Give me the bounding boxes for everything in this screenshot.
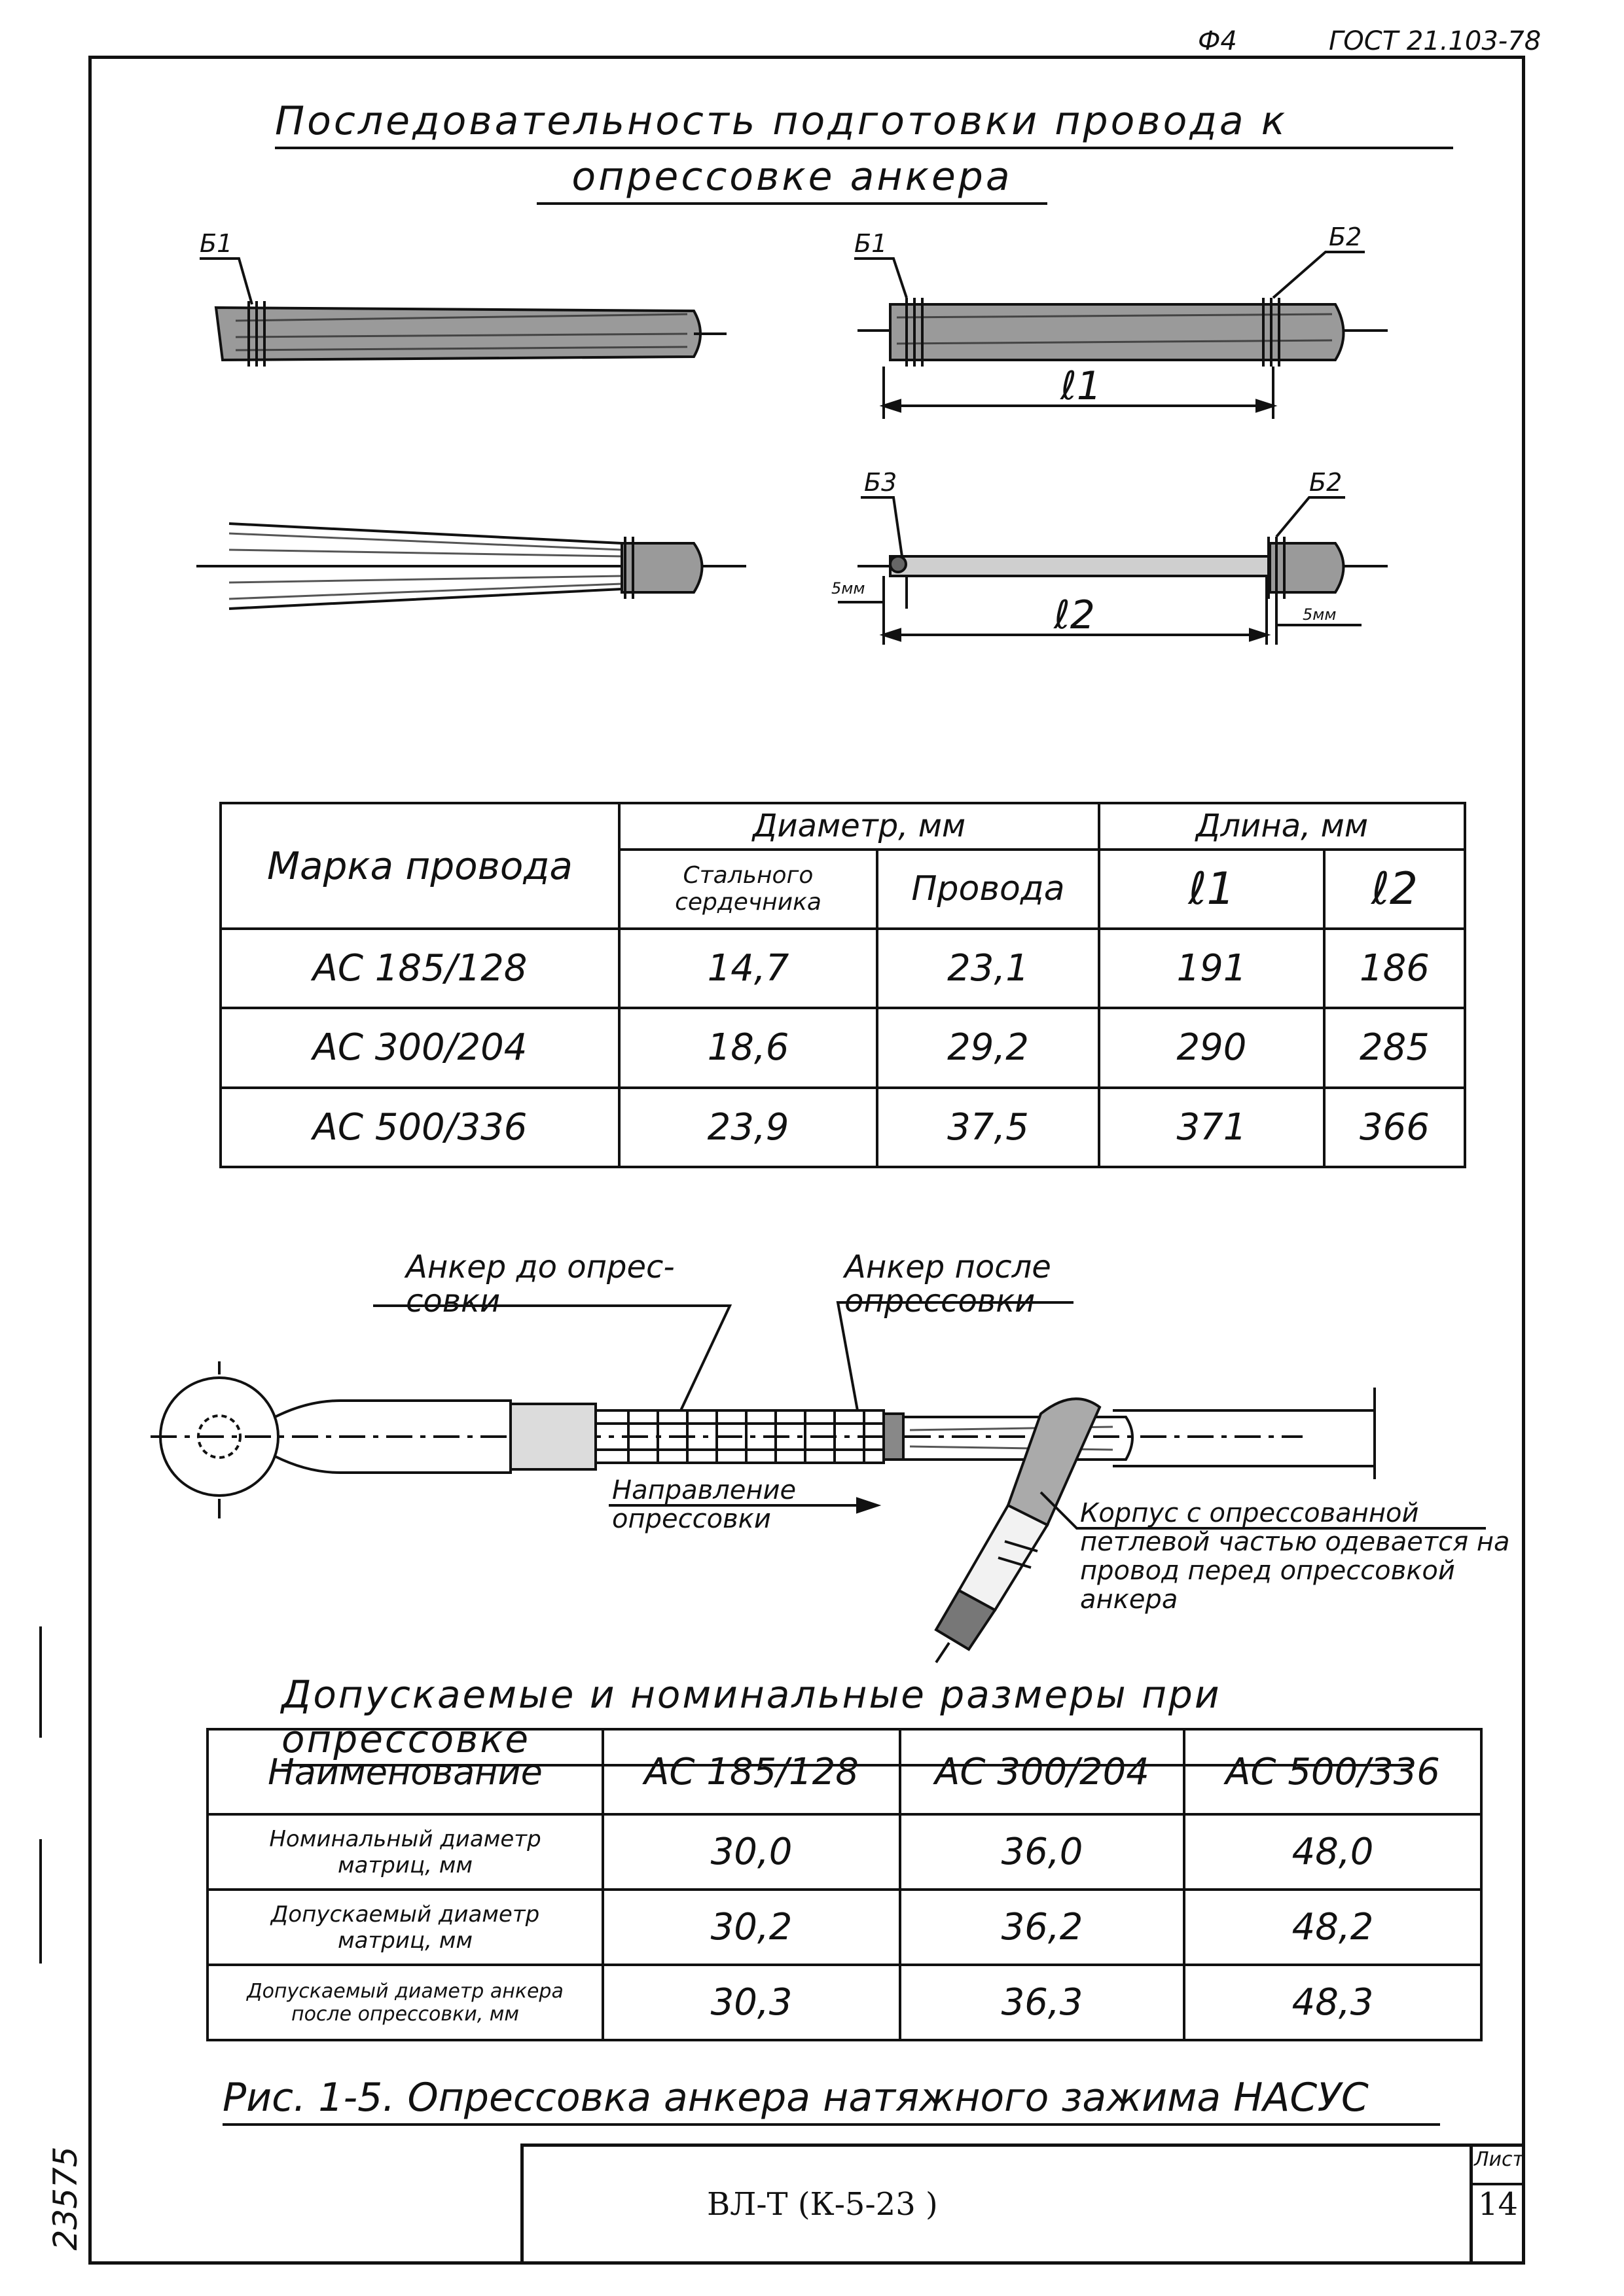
title-line-1: Последовательность подготовки провода к	[275, 98, 1453, 149]
col-diameter: Диаметр, мм	[619, 803, 1099, 850]
table-row	[208, 1890, 1481, 1965]
col-length: Длина, мм	[1099, 803, 1465, 850]
cell-ac500: 48,0	[1184, 1814, 1481, 1890]
cell-ac300: 36,3	[900, 1965, 1184, 2040]
label-b2-stage4: Б2	[1309, 468, 1343, 497]
title-block	[520, 2144, 1525, 2265]
sheet-code: Ф4	[1198, 26, 1237, 56]
sub-l2: ℓ2	[1324, 850, 1465, 929]
cell-l2: 366	[1324, 1088, 1465, 1167]
cell-mark: АС 500/336	[221, 1088, 619, 1167]
figure-caption: Рис. 1-5. Опрессовка анкера натяжного зажима НАСУС	[223, 2075, 1440, 2126]
table-row	[208, 1814, 1481, 1890]
table2-title: Допускаемые и номинальные размеры при опрессовке	[281, 1672, 1414, 1767]
sub-core: Стального сердечника	[619, 850, 877, 929]
col-name: Наименование	[208, 1729, 603, 1814]
col-ac185: АС 185/128	[603, 1729, 900, 1814]
cell-core: 14,7	[619, 929, 877, 1008]
cell-core: 18,6	[619, 1008, 877, 1087]
margin-line-2	[39, 1839, 42, 1964]
margin-line-1	[39, 1626, 42, 1738]
label-l1: ℓ1	[1060, 363, 1102, 409]
cell-l1: 191	[1099, 929, 1324, 1008]
anchor-before-label: Анкер до опрес- совки	[406, 1249, 675, 1319]
cell-ac300: 36,0	[900, 1814, 1184, 1890]
cell-wire: 23,1	[877, 929, 1099, 1008]
stamp-sheet-label: Лист	[1474, 2148, 1525, 2171]
col-ac500: АС 500/336	[1184, 1729, 1481, 1814]
cell-wire: 37,5	[877, 1088, 1099, 1167]
cell-ac185: 30,0	[603, 1814, 900, 1890]
col-mark: Марка провода	[221, 803, 619, 929]
cell-ac300: 36,2	[900, 1890, 1184, 1965]
cell-name: Допускаемый диаметр анкера после опрессовки, мм	[208, 1965, 603, 2040]
cell-ac185: 30,3	[603, 1965, 900, 2040]
cell-name: Номинальный диаметр матриц, мм	[208, 1814, 603, 1890]
cell-l2: 285	[1324, 1008, 1465, 1087]
cell-ac185: 30,2	[603, 1890, 900, 1965]
label-b1-stage1: Б1	[200, 229, 233, 258]
label-5mm-left: 5мм	[831, 579, 865, 598]
cell-mark: АС 185/128	[221, 929, 619, 1008]
col-ac300: АС 300/204	[900, 1729, 1184, 1814]
table-row	[208, 1965, 1481, 2040]
cell-l1: 290	[1099, 1008, 1324, 1087]
cell-l1: 371	[1099, 1088, 1324, 1167]
label-5mm-right: 5мм	[1303, 605, 1337, 624]
sub-wire: Провода	[877, 850, 1099, 929]
stamp-designation: ВЛ-Т (К-5-23 )	[707, 2186, 938, 2223]
anchor-after-label: Анкер после опрессовки	[844, 1249, 1051, 1319]
sheet-box-divider	[1470, 2183, 1525, 2185]
inventory-number: 23575	[46, 2146, 84, 2251]
cell-wire: 29,2	[877, 1008, 1099, 1087]
pressing-direction-label: Направление опрессовки	[612, 1475, 797, 1534]
label-b3: Б3	[864, 468, 897, 497]
pressing-dimensions-table	[206, 1728, 1483, 2041]
cell-ac500: 48,2	[1184, 1890, 1481, 1965]
body-note-label: Корпус с опрессованной петлевой частью одевается на провод перед опрессовкой анкера	[1080, 1498, 1510, 1615]
label-b2-stage2: Б2	[1329, 223, 1362, 251]
stamp-sheet-number: 14	[1478, 2186, 1519, 2223]
standard-code: ГОСТ 21.103-78	[1329, 26, 1542, 56]
label-l2: ℓ2	[1054, 592, 1095, 638]
sub-l1: ℓ1	[1099, 850, 1324, 929]
cell-l2: 186	[1324, 929, 1465, 1008]
cell-core: 23,9	[619, 1088, 877, 1167]
cell-name: Допускаемый диаметр матриц, мм	[208, 1890, 603, 1965]
cell-ac500: 48,3	[1184, 1965, 1481, 2040]
label-b1-stage2: Б1	[854, 229, 888, 258]
title-line-2: опрессовке анкера	[537, 154, 1047, 205]
cell-mark: АС 300/204	[221, 1008, 619, 1087]
